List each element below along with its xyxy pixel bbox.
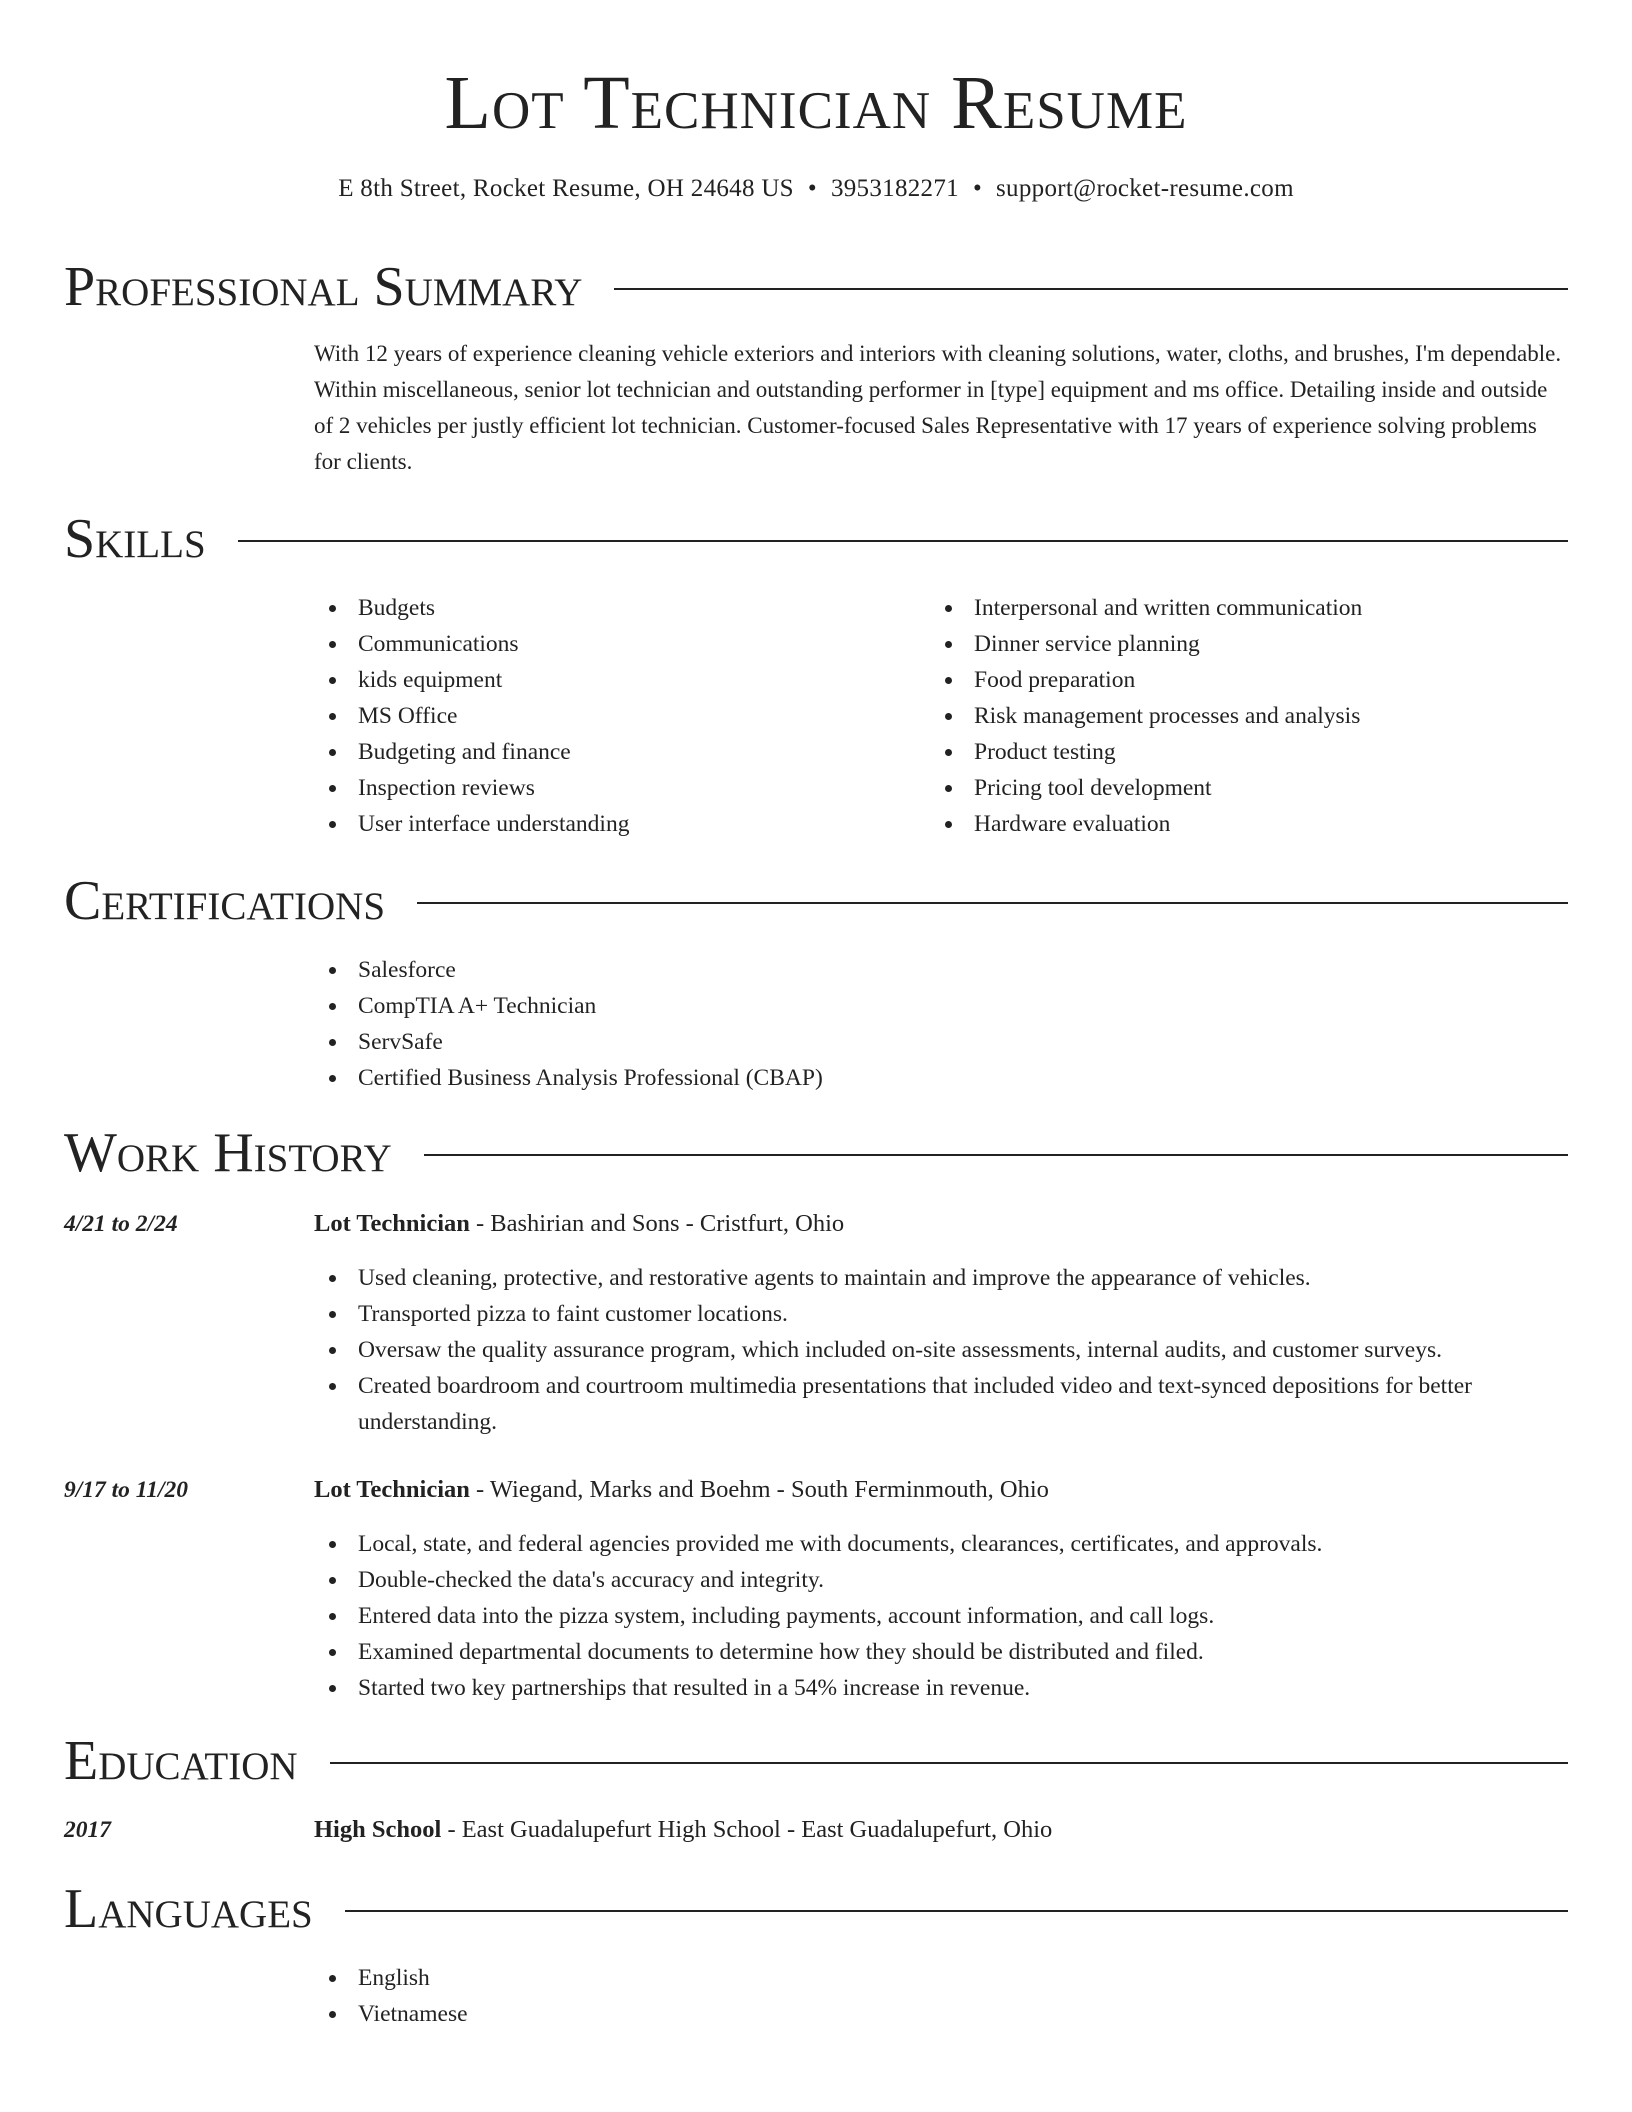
education-heading: Education xyxy=(64,1730,298,1792)
certification-item: Salesforce xyxy=(314,952,1568,988)
skill-item: MS Office xyxy=(314,698,874,734)
work-history-section-header xyxy=(64,1120,1568,1186)
skills-section-header xyxy=(64,506,1568,572)
languages-list xyxy=(314,1960,1568,2032)
resume-title: Lot Technician Resume xyxy=(444,61,1188,145)
section-divider xyxy=(330,1762,1568,1764)
education-section-header xyxy=(64,1728,1568,1794)
job-bullets xyxy=(314,1526,1568,1706)
certification-item: ServSafe xyxy=(314,1024,1568,1060)
summary-section-header xyxy=(64,254,1568,320)
skill-item: Inspection reviews xyxy=(314,770,874,806)
languages-heading: Languages xyxy=(64,1878,313,1940)
language-item: Vietnamese xyxy=(314,1996,1568,2032)
education-year: 2017 xyxy=(64,1817,111,1843)
summary-heading: Professional Summary xyxy=(64,256,583,318)
language-item: English xyxy=(314,1960,1568,1996)
job-bullet: Created boardroom and courtroom multimedia presentations that included video and text-synced depositions for better understanding. xyxy=(314,1368,1568,1440)
skill-item: Hardware evaluation xyxy=(930,806,1490,842)
section-divider xyxy=(424,1154,1568,1156)
contact-address: E 8th Street, Rocket Resume, OH 24648 US xyxy=(338,175,794,202)
education-degree: High School xyxy=(314,1816,442,1843)
job-bullet: Started two key partnerships that resulted in a 54% increase in revenue. xyxy=(314,1670,1568,1706)
job-bullet: Transported pizza to faint customer locations. xyxy=(314,1296,1568,1332)
contact-email: support@rocket-resume.com xyxy=(996,175,1294,202)
job-bullets xyxy=(314,1260,1568,1440)
skill-item: User interface understanding xyxy=(314,806,874,842)
job-dates: 4/21 to 2/24 xyxy=(64,1211,178,1237)
section-divider xyxy=(345,1910,1568,1912)
job-bullet: Entered data into the pizza system, including payments, account information, and call logs. xyxy=(314,1598,1568,1634)
languages-section-header xyxy=(64,1876,1568,1942)
skills-list-right xyxy=(930,590,1490,842)
contact-separator: • xyxy=(807,175,817,202)
skill-item: Budgeting and finance xyxy=(314,734,874,770)
certifications-section-header xyxy=(64,868,1568,934)
section-divider xyxy=(238,540,1568,542)
job-bullet: Used cleaning, protective, and restorative agents to maintain and improve the appearance of vehicles. xyxy=(314,1260,1568,1296)
summary-text: With 12 years of experience cleaning vehicle exteriors and interiors with cleaning solutions, water, cloths, and brushes, I'm dependable. Within miscellaneous, senior lot technician and outstanding performer in [type] equipment and ms office. Detailing inside and outside of 2 vehicles per justly efficient lot technician. Customer-focused Sales Representative with 17 years of experience solving problems for clients. xyxy=(314,341,1562,474)
job-dates: 9/17 to 11/20 xyxy=(64,1477,189,1503)
job-title: Lot Technician xyxy=(314,1210,470,1237)
contact-line xyxy=(0,172,1632,206)
skill-item: Budgets xyxy=(314,590,874,626)
job-details: - Bashirian and Sons - Cristfurt, Ohio xyxy=(469,1210,845,1237)
section-divider xyxy=(614,288,1568,290)
certification-item: Certified Business Analysis Professional (CBAP) xyxy=(314,1060,1568,1096)
work-history-heading: Work History xyxy=(64,1122,392,1184)
job-details: - Wiegand, Marks and Boehm - South Ferminmouth, Ohio xyxy=(469,1476,1049,1503)
skill-item: Risk management processes and analysis xyxy=(930,698,1490,734)
contact-phone: 3953182271 xyxy=(830,175,959,202)
skill-item: kids equipment xyxy=(314,662,874,698)
certifications-heading: Certifications xyxy=(64,870,386,932)
skill-item: Dinner service planning xyxy=(930,626,1490,662)
job-bullet: Oversaw the quality assurance program, which included on-site assessments, internal audits, and customer surveys. xyxy=(314,1332,1568,1368)
section-divider xyxy=(417,902,1568,904)
education-details: - East Guadalupefurt High School - East Guadalupefurt, Ohio xyxy=(441,1816,1053,1843)
skill-item: Pricing tool development xyxy=(930,770,1490,806)
job-header xyxy=(314,1206,1568,1242)
skill-item: Food preparation xyxy=(930,662,1490,698)
certifications-list xyxy=(314,952,1568,1096)
job-header xyxy=(314,1472,1568,1508)
contact-separator: • xyxy=(972,175,983,202)
skill-item: Product testing xyxy=(930,734,1490,770)
job-title: Lot Technician xyxy=(314,1476,470,1503)
education-header xyxy=(314,1812,1568,1848)
skills-heading: Skills xyxy=(64,508,206,570)
skill-item: Communications xyxy=(314,626,874,662)
job-bullet: Examined departmental documents to determine how they should be distributed and filed. xyxy=(314,1634,1568,1670)
job-bullet: Double-checked the data's accuracy and integrity. xyxy=(314,1562,1568,1598)
job-bullet: Local, state, and federal agencies provided me with documents, clearances, certificates, and approvals. xyxy=(314,1526,1568,1562)
skills-list-left xyxy=(314,590,874,842)
certification-item: CompTIA A+ Technician xyxy=(314,988,1568,1024)
skill-item: Interpersonal and written communication xyxy=(930,590,1490,626)
